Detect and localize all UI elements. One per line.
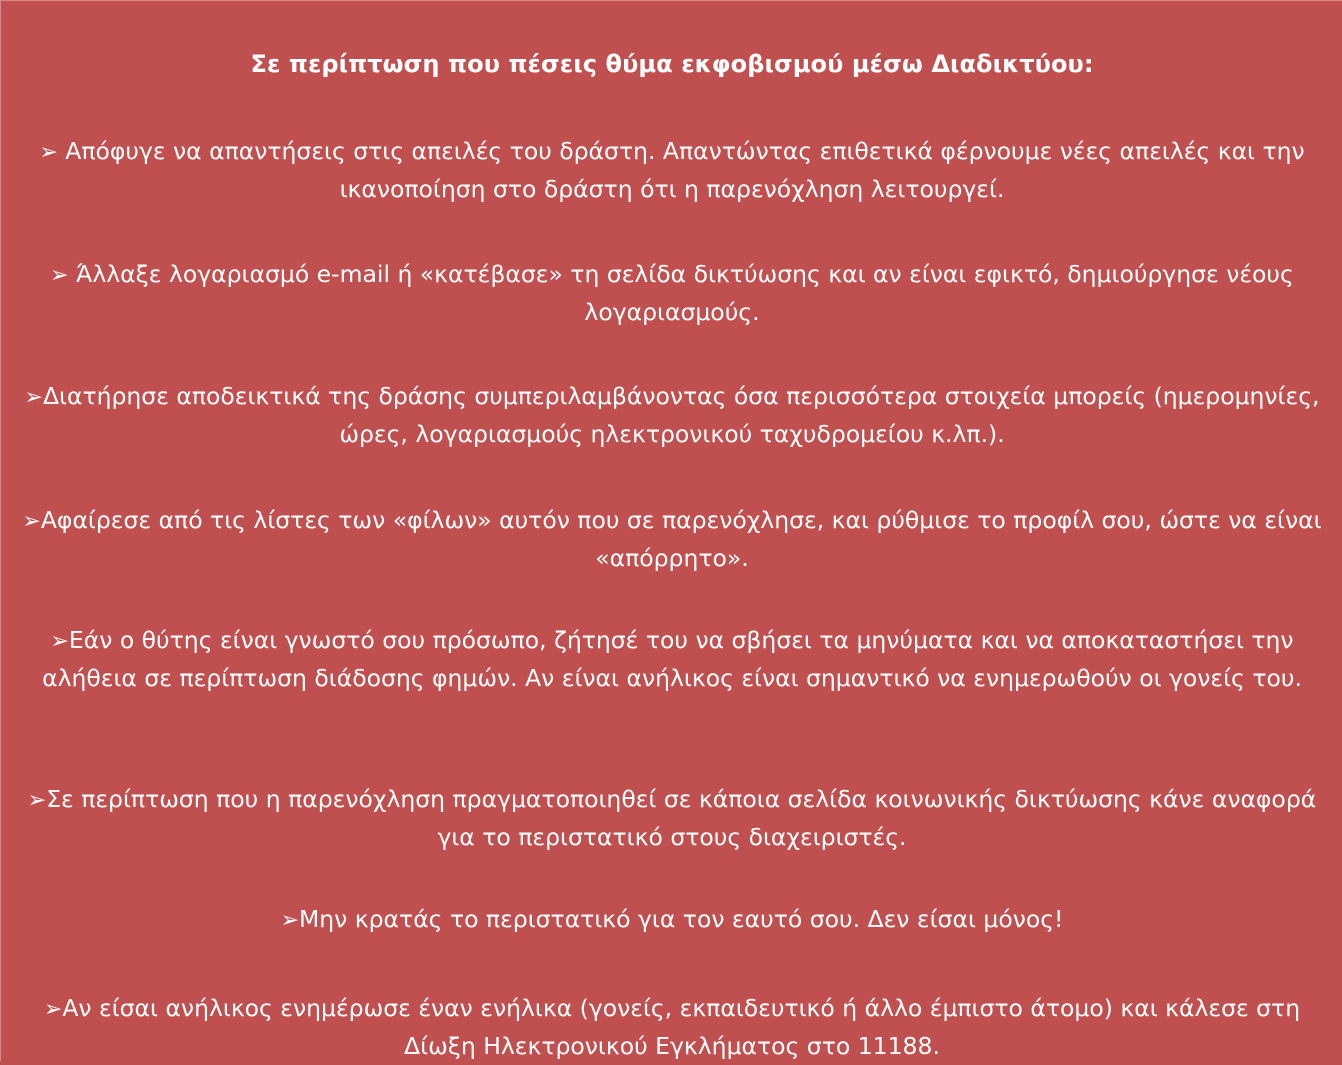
arrowhead-bullet-icon: ➢ (39, 140, 58, 165)
arrowhead-bullet-icon: ➢ (280, 908, 300, 933)
advice-item (11, 622, 1333, 697)
advice-text: Άλλαξε λογαριασμό e-mail ή «κατέβασε» τη σελίδα δικτύωσης και αν είναι εφικτό, δημιούργησε νέους λογαριασμούς. (76, 260, 1294, 326)
advice-text: Μην κρατάς το περιστατικό για τον εαυτό σου. Δεν είσαι μόνος! (299, 905, 1064, 933)
arrowhead-bullet-icon: ➢ (27, 788, 47, 813)
advice-text: Σε περίπτωση που η παρενόχληση πραγματοποιηθεί σε κάποια σελίδα κοινωνικής δικτύωσης κάνε αναφορά για το περιστατικό στους διαχειριστές. (46, 785, 1317, 851)
arrowhead-bullet-icon: ➢ (50, 629, 69, 654)
advice-item (11, 901, 1333, 939)
advice-text: Εάν ο θύτης είναι γνωστό σου πρόσωπο, ζήτησέ του να σβήσει τα μηνύματα και να αποκαταστήσει την αλήθεια σε περίπτωση διάδοσης φημών. Αν είναι ανήλικος είναι σημαντικό να ενημερωθούν οι γονείς του. (42, 626, 1302, 692)
advice-item (11, 256, 1333, 331)
advice-item (11, 781, 1333, 856)
slide-title: Σε περίπτωση που πέσεις θύμα εκφοβισμού μέσω Διαδικτύου: (250, 50, 1094, 78)
advice-text: Απόφυγε να απαντήσεις στις απειλές του δράστη. Απαντώντας επιθετικά φέρνουμε νέες απειλές και την ικανοποίηση στο δράστη ότι η παρενόχληση λειτουργεί. (65, 137, 1305, 203)
bullet-spacer (69, 260, 76, 288)
advice-text: Αφαίρεσε από τις λίστες των «φίλων» αυτόν που σε παρενόχλησε, και ρύθμισε το προφίλ σου, ώστε να είναι «απόρρητο». (40, 506, 1322, 572)
advice-item (11, 133, 1333, 208)
advice-item (11, 990, 1333, 1065)
advice-text: Αν είσαι ανήλικος ενημέρωσε έναν ενήλικα (γονείς, εκπαιδευτικό ή άλλο έμπιστο άτομο) και κάλεσε στη Δίωξη Ηλεκτρονικού Εγκλήματος στο 11188. (62, 994, 1301, 1060)
arrowhead-bullet-icon: ➢ (22, 509, 41, 534)
arrowhead-bullet-icon: ➢ (24, 385, 43, 410)
arrowhead-bullet-icon: ➢ (50, 263, 69, 288)
advice-item (11, 502, 1333, 577)
advice-item (11, 378, 1333, 453)
advice-text: Διατήρησε αποδεικτικά της δράσης συμπεριλαμβάνοντας όσα περισσότερα στοιχεία μπορείς (ημερομηνίες, ώρες, λογαριασμούς ηλεκτρονικού ταχυδρομείου κ.λπ.). (42, 382, 1320, 448)
arrowhead-bullet-icon: ➢ (43, 997, 63, 1022)
